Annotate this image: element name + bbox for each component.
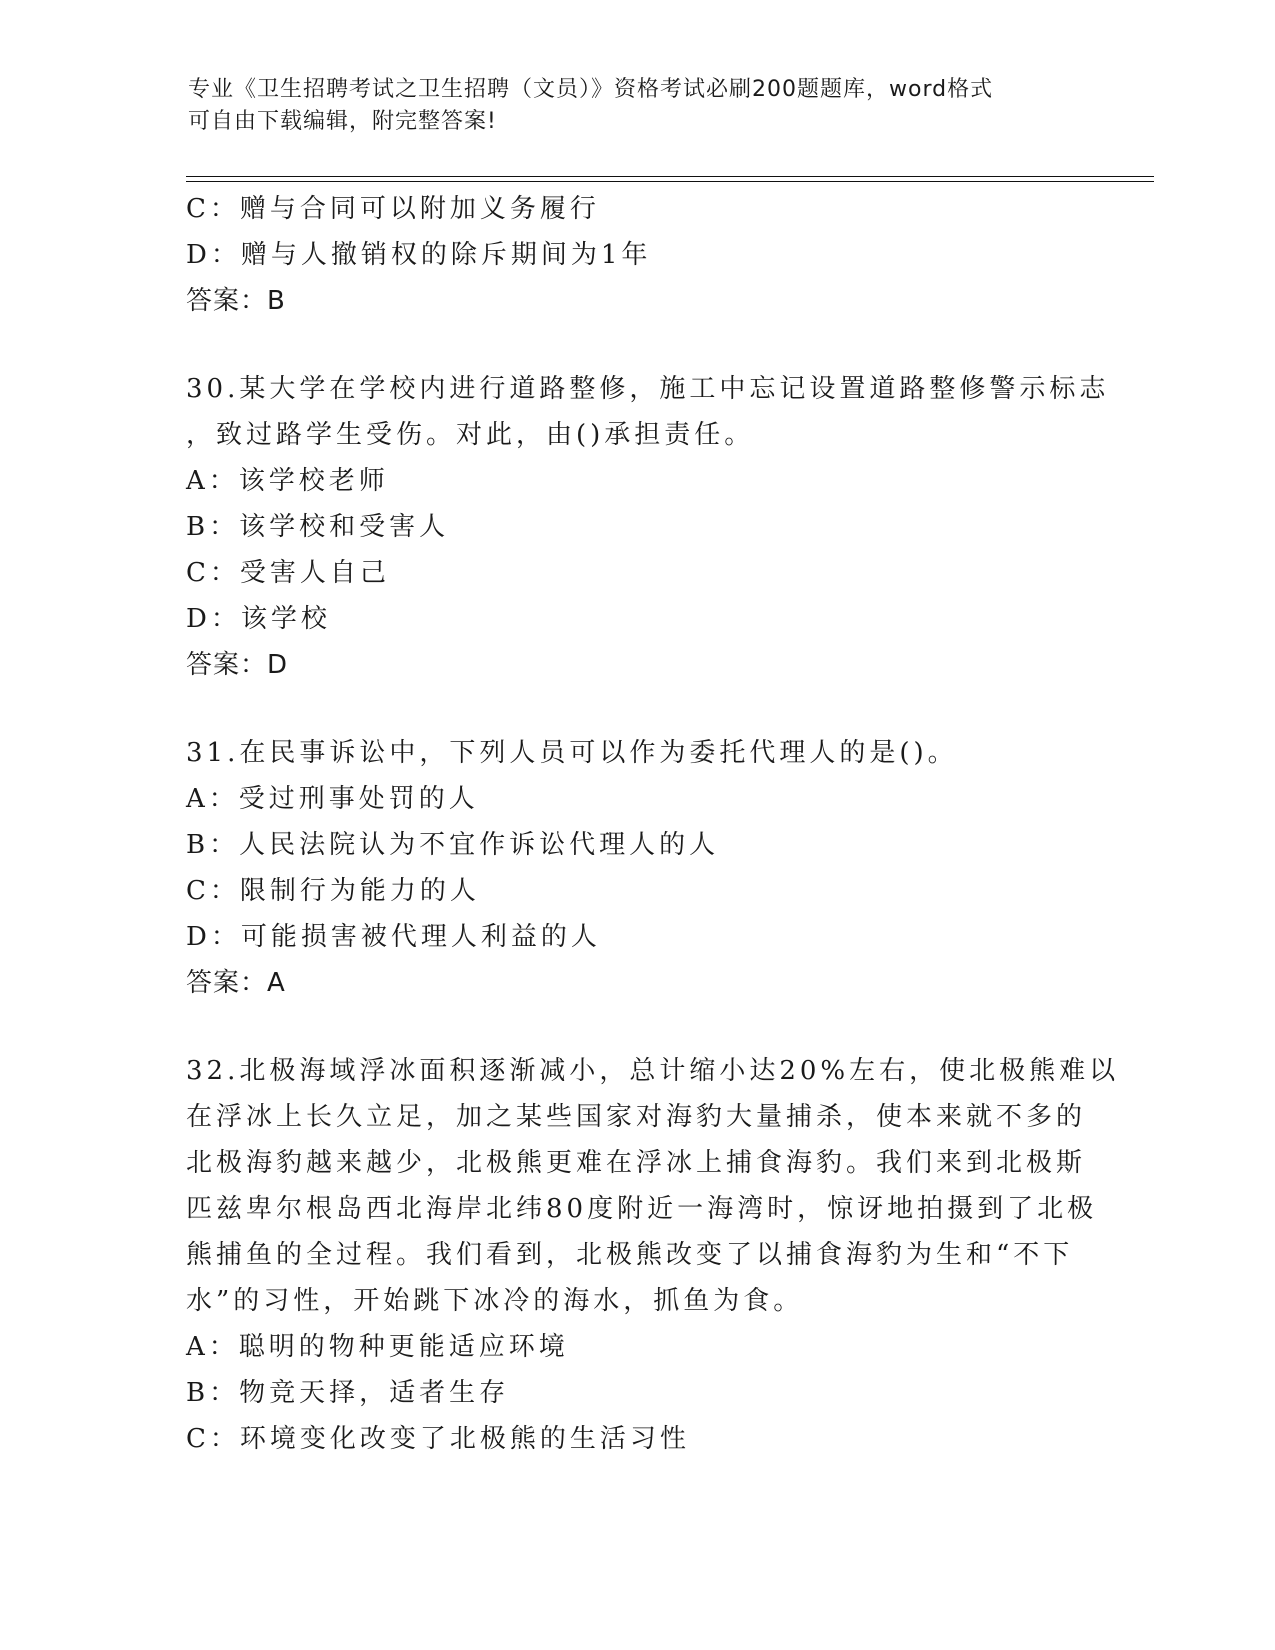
question-text: 熊捕鱼的全过程。我们看到，北极熊改变了以捕食海豹为生和“不下	[186, 1240, 1074, 1270]
question-text: 在浮冰上长久立足，加之某些国家对海豹大量捕杀，使本来就不多的	[186, 1102, 1087, 1132]
question-text: 30.某大学在学校内进行道路整修，施工中忘记设置道路整修警示标志	[186, 374, 1110, 404]
option-line: B：该学校和受害人	[186, 512, 450, 542]
answer-line: 答案：D	[186, 650, 289, 680]
option-line: C：赠与合同可以附加义务履行	[186, 194, 600, 224]
question-text: 32.北极海域浮冰面积逐渐减小，总计缩小达20%左右，使北极熊难以	[186, 1056, 1120, 1086]
question-block	[186, 730, 1086, 1006]
option-line: A：受过刑事处罚的人	[186, 784, 479, 814]
answer-line: 答案：B	[186, 286, 286, 316]
question-text: 水”的习性，开始跳下冰冷的海水，抓鱼为食。	[186, 1286, 804, 1316]
spacer	[186, 324, 1086, 366]
page-header	[188, 74, 1088, 138]
header-line-1: 专业《卫生招聘考试之卫生招聘（文员）》资格考试必刷200题题库，word格式	[188, 77, 994, 102]
question-text: ，致过路学生受伤。对此，由()承担责任。	[186, 420, 755, 450]
spacer	[186, 1006, 1086, 1048]
option-line: C：限制行为能力的人	[186, 876, 480, 906]
option-line: D：赠与人撤销权的除斥期间为1年	[186, 240, 652, 270]
option-line: D：该学校	[186, 604, 331, 634]
option-line: B：人民法院认为不宜作诉讼代理人的人	[186, 830, 720, 860]
question-text: 北极海豹越来越少，北极熊更难在浮冰上捕食海豹。我们来到北极斯	[186, 1148, 1087, 1178]
question-block	[186, 366, 1110, 688]
answer-line: 答案：A	[186, 968, 286, 998]
question-text: 匹兹卑尔根岛西北海岸北纬80度附近一海湾时，惊讶地拍摄到了北极	[186, 1194, 1098, 1224]
question-block	[186, 1048, 1120, 1462]
option-line: B：物竞天择，适者生存	[186, 1378, 510, 1408]
option-line: A：聪明的物种更能适应环境	[186, 1332, 569, 1362]
document-body	[186, 186, 1120, 1462]
option-line: A：该学校老师	[186, 466, 389, 496]
header-line-2: 可自由下载编辑，附完整答案!	[188, 109, 497, 134]
option-line: D：可能损害被代理人利益的人	[186, 922, 601, 952]
option-line: C：环境变化改变了北极熊的生活习性	[186, 1424, 690, 1454]
question-block	[186, 186, 1086, 324]
spacer	[186, 688, 1086, 730]
question-text: 31.在民事诉讼中，下列人员可以作为委托代理人的是()。	[186, 738, 958, 768]
option-line: C：受害人自己	[186, 558, 390, 588]
header-divider	[186, 176, 1154, 182]
